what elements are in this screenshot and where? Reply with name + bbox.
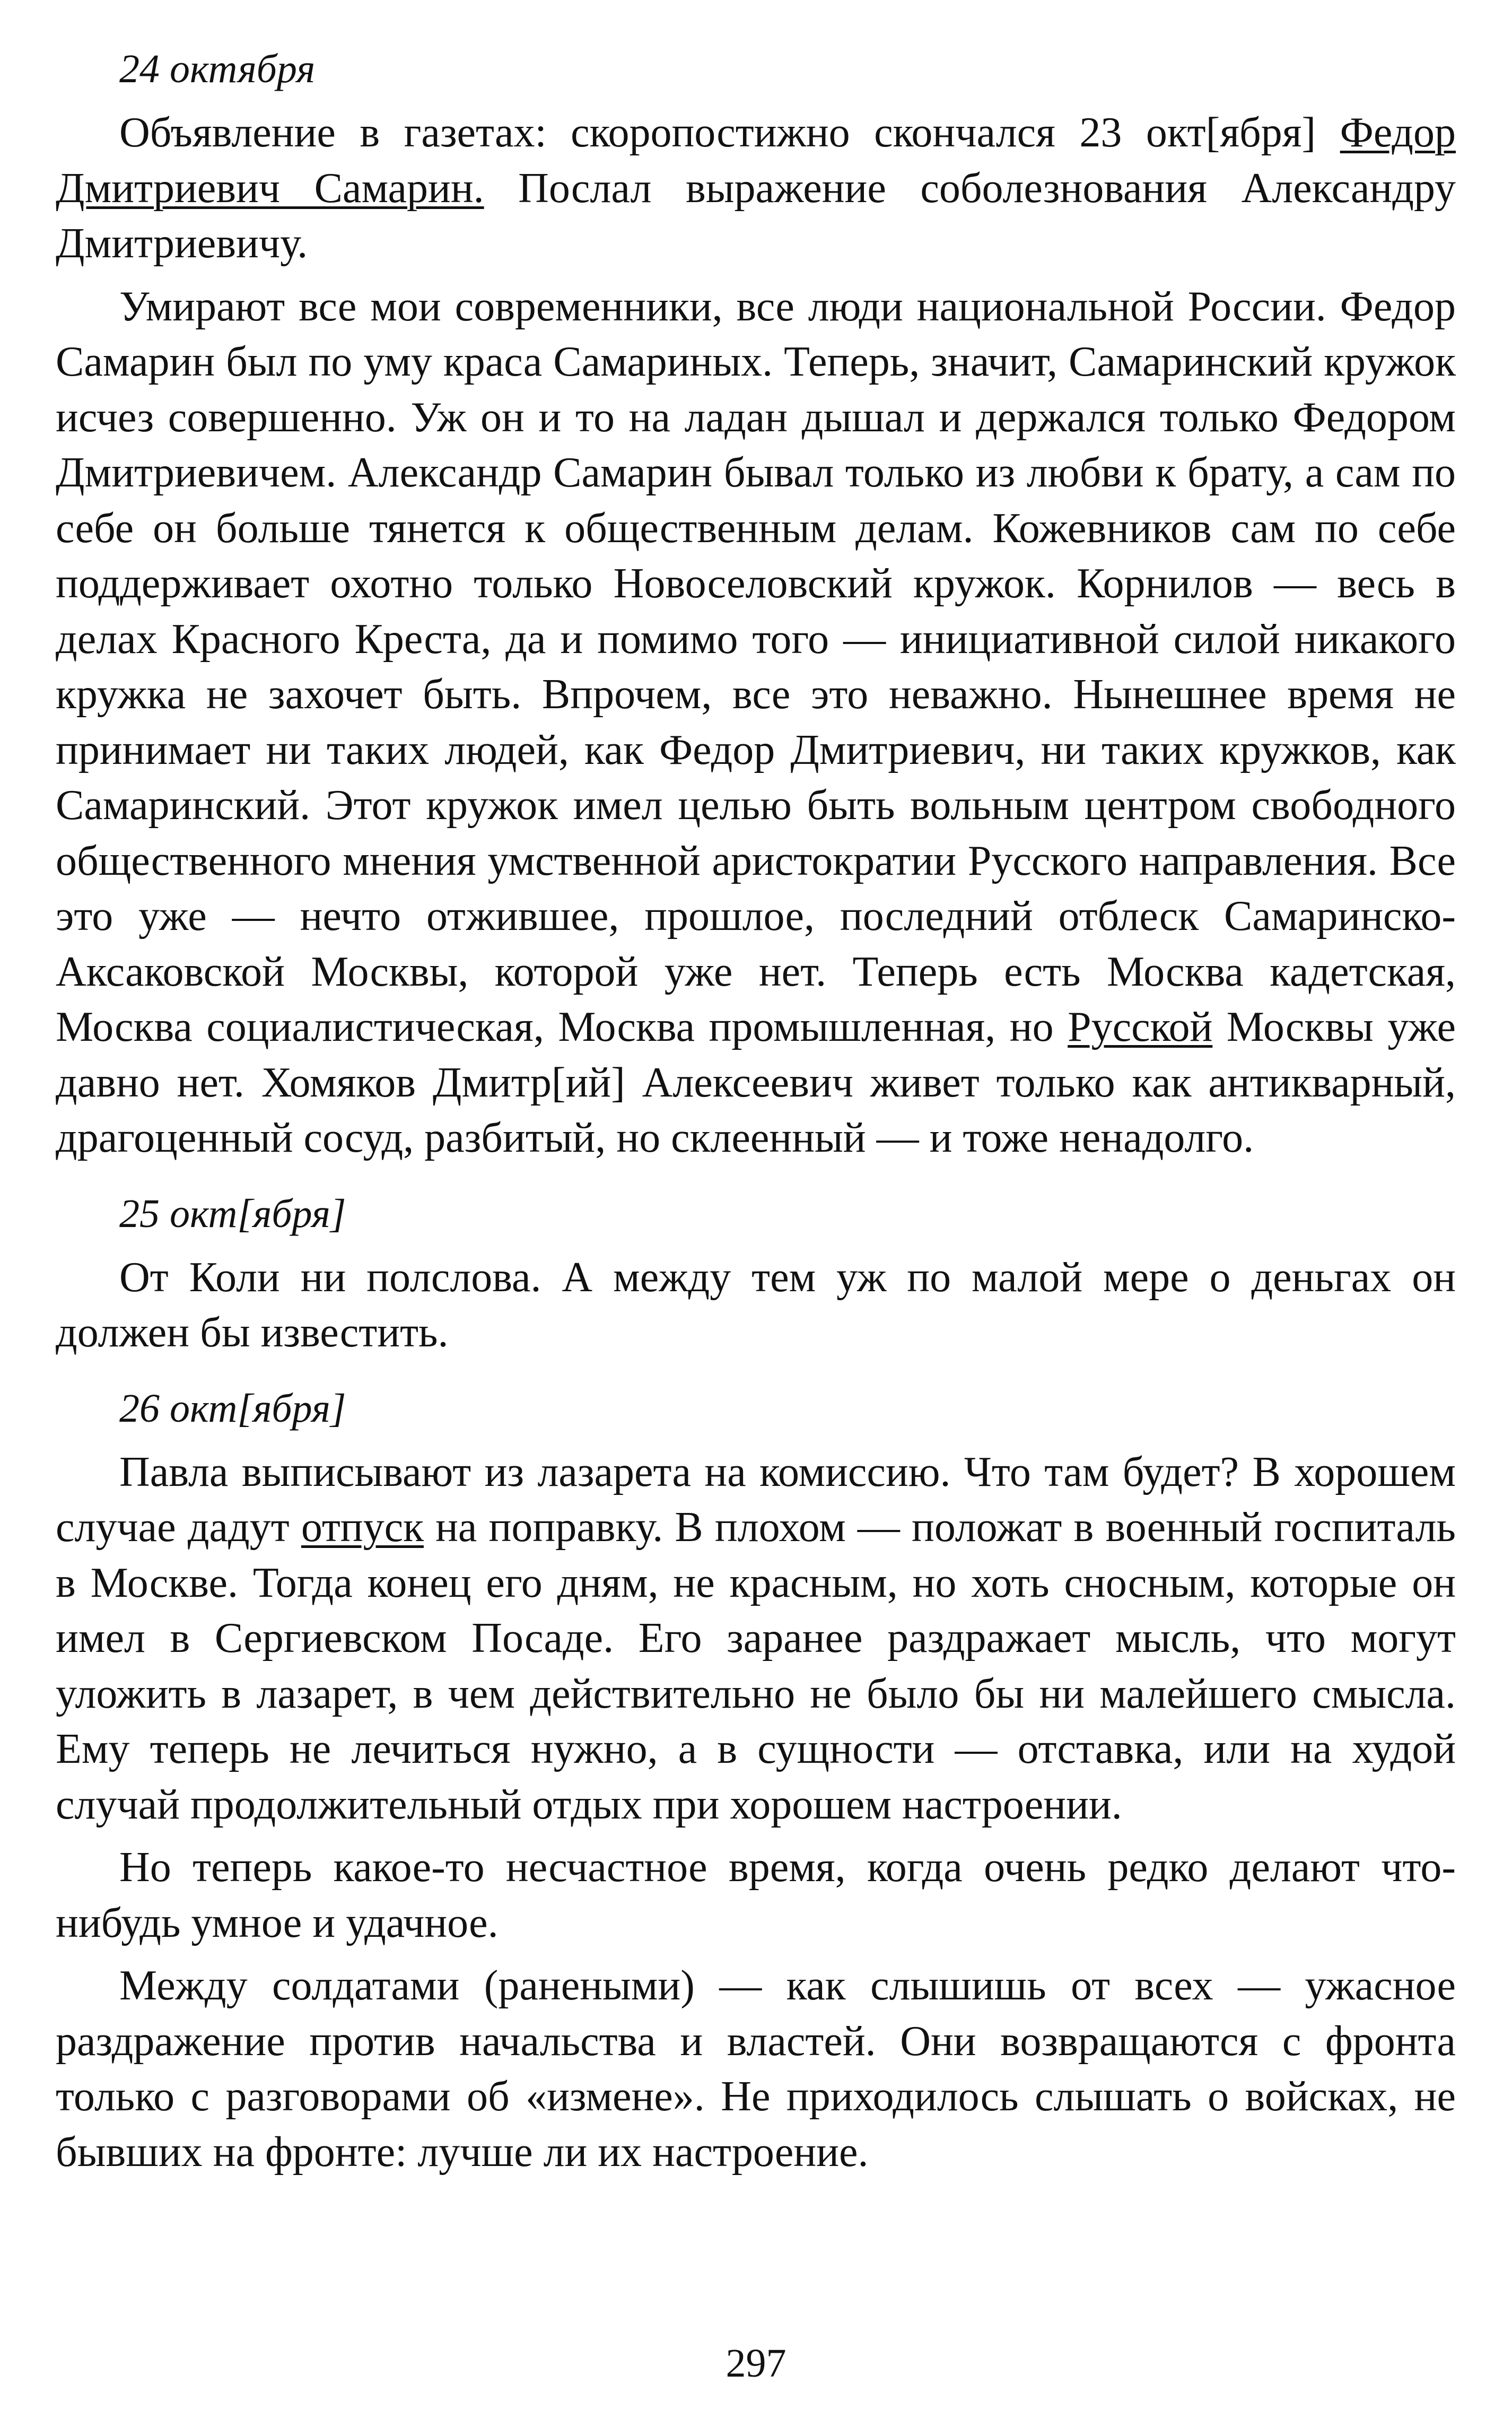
underlined-text: Федор Дмитриевич Самарин. <box>56 109 1456 212</box>
page-body <box>56 42 1456 2201</box>
page-number: 297 <box>726 2341 786 2386</box>
underlined-text: Русской <box>1068 1004 1213 1050</box>
paragraph-text: Умирают все мои современники, все люди национальной России. Федор Самарин был по уму краса Самариных. Теперь, значит, Самаринский кружок исчез совершенно. Уж он и то на ладан дышал и держался только Федором Дмитриевичем. Александр Самарин бывал только из любви к брату, а сам по себе он больше тянется к общественным делам. Кожевников сам по себе поддерживает охотно только Новоселовский кружок. Корнилов — весь в делах Красного Креста, да и помимо того — инициативной силой никакого кружка не захочет быть. Впрочем, все это неважно. Нынешнее время не принимает ни таких людей, как Федор Дмитриевич, ни таких кружков, как Самаринский. Этот кружок имел целью быть вольным центром свободного общественного мнения умственной аристократии Русского направления. Все это уже — нечто отжившее, прошлое, последний отблеск Самаринско-Аксаковской Москвы, которой уже нет. Теперь есть Москва кадетская, Москва социалистическая, Москва промышленная, но <box>56 283 1456 1050</box>
entry-oct-26 <box>56 1382 1456 2180</box>
entry-date: 25 окт[ября] <box>119 1191 346 1236</box>
paragraph <box>56 1958 1456 2180</box>
paragraph <box>56 1840 1456 1951</box>
paragraph-text: на поправку. В плохом — положат в военный госпиталь в Москве. Тогда конец его дням, не красным, но хоть сносным, которые он имел в Сергиевском Посаде. Его заранее раздражает мысль, что могут уложить в лазарет, в чем действительно не было бы ни малейшего смысла. Ему теперь не лечиться нужно, а в сущности — отставка, или на худой случай продолжительный отдых при хорошем настроении. <box>56 1504 1456 1828</box>
paragraph-text: Но теперь какое-то несчастное время, когда очень редко делают что-нибудь умное и удачное. <box>56 1844 1456 1946</box>
paragraph-text: От Коли ни полслова. А между тем уж по малой мере о деньгах он должен бы известить. <box>56 1254 1456 1356</box>
underlined-text: отпуск <box>301 1504 424 1551</box>
paragraph <box>56 1445 1456 1833</box>
entry-date: 26 окт[ября] <box>119 1386 346 1431</box>
paragraph-text: Москвы уже давно нет. Хомяков Дмитр[ий] Алексеевич живет только как антикварный, драгоценный сосуд, разбитый, но склеенный — и тоже ненадолго. <box>56 1004 1456 1161</box>
paragraph-text: Между солдатами (ранеными) — как слышишь от всех — ужасное раздражение против начальства и властей. Они возвращаются с фронта только с разговорами об «измене». Не приходилось слышать о войсках, не бывших на фронте: лучше ли их настроение. <box>56 1962 1456 2176</box>
paragraph <box>56 105 1456 272</box>
paragraph <box>56 1250 1456 1361</box>
entry-oct-24 <box>56 42 1456 1166</box>
paragraph <box>56 279 1456 1166</box>
paragraph-text: Объявление в газетах: скоропостижно скончался 23 окт[ября] <box>119 109 1340 156</box>
paragraph-text: Павла выписывают из лазарета на комиссию. Что там будет? В хорошем случае дадут <box>56 1448 1456 1551</box>
entry-oct-25 <box>56 1187 1456 1361</box>
entry-date: 24 октября <box>119 47 316 91</box>
paragraph-text: Послал выражение соболезнования Александру Дмитриевичу. <box>56 164 1456 267</box>
